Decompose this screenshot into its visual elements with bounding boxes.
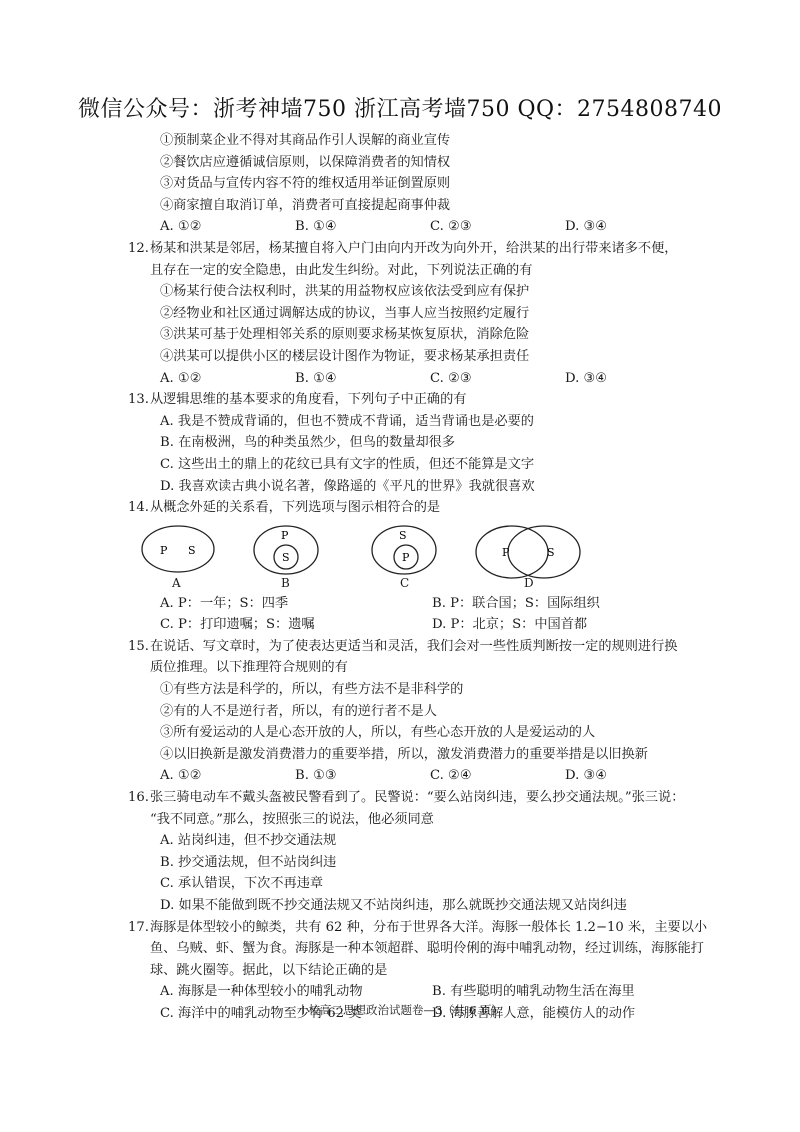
q17-stem-1: 海豚是体型较小的鲸类，共有 62 种，分布于世界各大洋。海豚一般体长 1.2−10 米，主要以小 bbox=[150, 919, 708, 935]
q15-option-d[interactable]: D. ③④ bbox=[565, 768, 608, 784]
q15-stem-1: 在说话、写文章时，为了使表达更适当和灵活，我们会对一些性质判断按一定的规则进行换 bbox=[150, 638, 678, 654]
diagram-d-p: P bbox=[502, 545, 510, 559]
q12-item-1: ①杨某行使合法权利时，洪某的用益物权应该依法受到应有保护 bbox=[160, 284, 530, 300]
q16-stem-2: “我不同意。”那么，按照张三的说法，他必须同意 bbox=[150, 811, 434, 827]
q17-option-a[interactable]: A. 海豚是一种体型较小的哺乳动物 bbox=[160, 984, 363, 1000]
q14-diagrams bbox=[150, 523, 710, 593]
q17-option-d[interactable]: D. 海豚善解人意，能模仿人的动作 bbox=[432, 1005, 636, 1021]
q16-option-d[interactable]: D. 如果不能做到既不抄交通法规又不站岗纠违，那么就既抄交通法规又站岗纠违 bbox=[160, 898, 627, 913]
q15-item-4: ④以旧换新是激发消费潜力的重要举措，所以，激发消费潜力的重要举措是以旧换新 bbox=[160, 746, 648, 762]
q14-option-b[interactable]: B. P：联合国；S：国际组织 bbox=[432, 595, 600, 611]
q17-stem-3: 球、跳火圈等。据此，以下结论正确的是 bbox=[150, 962, 388, 978]
q13-stem: 从逻辑思维的基本要求的角度看，下列句子中正确的有 bbox=[150, 392, 467, 408]
q12-stem-2: 且存在一定的安全隐患，由此发生纠纷。对此，下列说法正确的有 bbox=[150, 262, 533, 278]
q12-item-2: ②经物业和社区通过调解达成的协议，当事人应当按照约定履行 bbox=[160, 305, 530, 321]
q12-options bbox=[150, 368, 710, 390]
q15-item-1: ①有些方法是科学的，所以，有些方法不是非科学的 bbox=[160, 682, 464, 698]
diagram-a-circle bbox=[142, 526, 214, 572]
q11-option-a[interactable]: A. ①② bbox=[160, 219, 202, 235]
q15-options bbox=[150, 765, 710, 787]
q11-option-b[interactable]: B. ①④ bbox=[295, 219, 337, 235]
diagram-b bbox=[250, 523, 322, 577]
q12-option-a[interactable]: A. ①② bbox=[160, 370, 202, 386]
q17-stem-2: 鱼、乌贼、虾、蟹为食。海豚是一种本领超群、聪明伶俐的海中哺乳动物，经过训练，海豚能打 bbox=[150, 941, 704, 957]
diagram-d-label: D bbox=[524, 575, 534, 590]
diagram-d-s: S bbox=[547, 545, 555, 559]
q11-option-d[interactable]: D. ③④ bbox=[565, 219, 608, 235]
q16-stem-1: 张三骑电动车不戴头盔被民警看到了。民警说：“要么站岗纠违，要么抄交通法规。”张三说： bbox=[150, 790, 685, 806]
q16-number: 16. bbox=[128, 790, 149, 806]
q14-option-a[interactable]: A. P：一年；S：四季 bbox=[160, 595, 289, 611]
diagram-b-label: B bbox=[281, 575, 290, 590]
q12-number: 12. bbox=[128, 240, 149, 256]
q13-option-b[interactable]: B. 在南极洲，鸟的种类虽然少，但鸟的数量却很多 bbox=[160, 435, 456, 451]
exam-content bbox=[128, 130, 710, 1025]
diagram-c-s: S bbox=[399, 528, 407, 542]
q12-option-c[interactable]: C. ②③ bbox=[430, 370, 472, 386]
q14-number: 14. bbox=[128, 500, 149, 516]
q13-number: 13. bbox=[128, 392, 149, 408]
q12-item-3: ③洪某可基于处理相邻关系的原则要求杨某恢复原状，消除危险 bbox=[160, 327, 530, 343]
q11-option-c[interactable]: C. ②③ bbox=[430, 219, 472, 235]
q11-item-1: ①预制菜企业不得对其商品作引人误解的商业宣传 bbox=[160, 133, 451, 148]
q13-option-d[interactable]: D. 我喜欢读古典小说名著，像路遥的《平凡的世界》我就很喜欢 bbox=[160, 478, 535, 494]
q11-item-4: ④商家擅自取消订单，消费者可直接提起商事仲裁 bbox=[160, 197, 451, 213]
q15-stem-2: 质位推理。以下推理符合规则的有 bbox=[150, 660, 348, 676]
q12-item-4: ④洪某可以提供小区的楼层设计图作为物证，要求杨某承担责任 bbox=[160, 348, 530, 364]
q14-option-c[interactable]: C. P：打印遗嘱；S：遗嘱 bbox=[160, 617, 315, 633]
q12-option-b[interactable]: B. ①④ bbox=[295, 370, 337, 386]
diagram-b-p: P bbox=[281, 528, 289, 542]
q15-item-3: ③所有爱运动的人是心态开放的人，所以，有些心态开放的人是爱运动的人 bbox=[160, 725, 596, 741]
q14-stem: 从概念外延的关系看，下列选项与图示相符合的是 bbox=[150, 500, 441, 516]
diagram-c bbox=[368, 523, 440, 577]
q13-option-a[interactable]: A. 我是不赞成背诵的，但也不赞成不背诵，适当背诵也是必要的 bbox=[160, 413, 534, 429]
page-footer: 十校高二思想政治试题卷—3（共 6 页） bbox=[297, 1003, 503, 1017]
q11-options bbox=[150, 216, 710, 238]
q17-option-b[interactable]: B. 有些聪明的哺乳动物生活在海里 bbox=[432, 984, 635, 1000]
diagram-a bbox=[138, 523, 218, 575]
q14-options-row-2 bbox=[150, 614, 710, 636]
q13-option-c[interactable]: C. 这些出土的鼎上的花纹已具有文字的性质，但还不能算是文字 bbox=[160, 456, 535, 472]
q17-number: 17. bbox=[128, 919, 149, 935]
q17-options-row-1 bbox=[150, 981, 710, 1003]
q16-option-c[interactable]: C. 承认错误，下次不再违章 bbox=[160, 876, 324, 892]
diagram-b-s: S bbox=[282, 550, 290, 564]
q15-number: 15. bbox=[128, 638, 149, 654]
diagram-a-p: P bbox=[160, 543, 168, 557]
diagram-a-label: A bbox=[172, 575, 181, 590]
q11-item-3: ③对货品与宣传内容不符的维权适用举证倒置原则 bbox=[160, 176, 451, 192]
q11-item-2: ②餐饮店应遵循诚信原则，以保障消费者的知情权 bbox=[160, 154, 451, 170]
diagram-c-label: C bbox=[400, 575, 410, 590]
q15-option-b[interactable]: B. ①③ bbox=[295, 768, 337, 784]
q16-option-a[interactable]: A. 站岗纠违，但不抄交通法规 bbox=[160, 833, 337, 849]
diagram-a-s: S bbox=[188, 543, 196, 557]
q16-option-b[interactable]: B. 抄交通法规，但不站岗纠违 bbox=[160, 854, 337, 870]
q14-option-d[interactable]: D. P：北京；S：中国首都 bbox=[432, 617, 588, 633]
q15-option-c[interactable]: C. ②④ bbox=[430, 768, 472, 784]
watermark-header: 微信公众号：浙考神墙750 浙江高考墙750 QQ：2754808740 bbox=[77, 97, 722, 122]
diagram-d-s-circle bbox=[508, 526, 580, 578]
q17-option-c[interactable]: C. 海洋中的哺乳动物至少有 62 类 bbox=[160, 1005, 362, 1021]
diagram-c-p: P bbox=[402, 550, 410, 564]
q15-item-2: ②有的人不是逆行者，所以，有的逆行者不是人 bbox=[160, 703, 437, 719]
q12-option-d[interactable]: D. ③④ bbox=[565, 370, 608, 386]
diagram-d-p-circle bbox=[476, 526, 548, 578]
q14-options-row-1 bbox=[150, 593, 710, 615]
q12-stem-1: 杨某和洪某是邻居，杨某擅自将入户门由向内开改为向外开，给洪某的出行带来诸多不便， bbox=[150, 240, 678, 256]
q15-option-a[interactable]: A. ①② bbox=[160, 768, 202, 784]
